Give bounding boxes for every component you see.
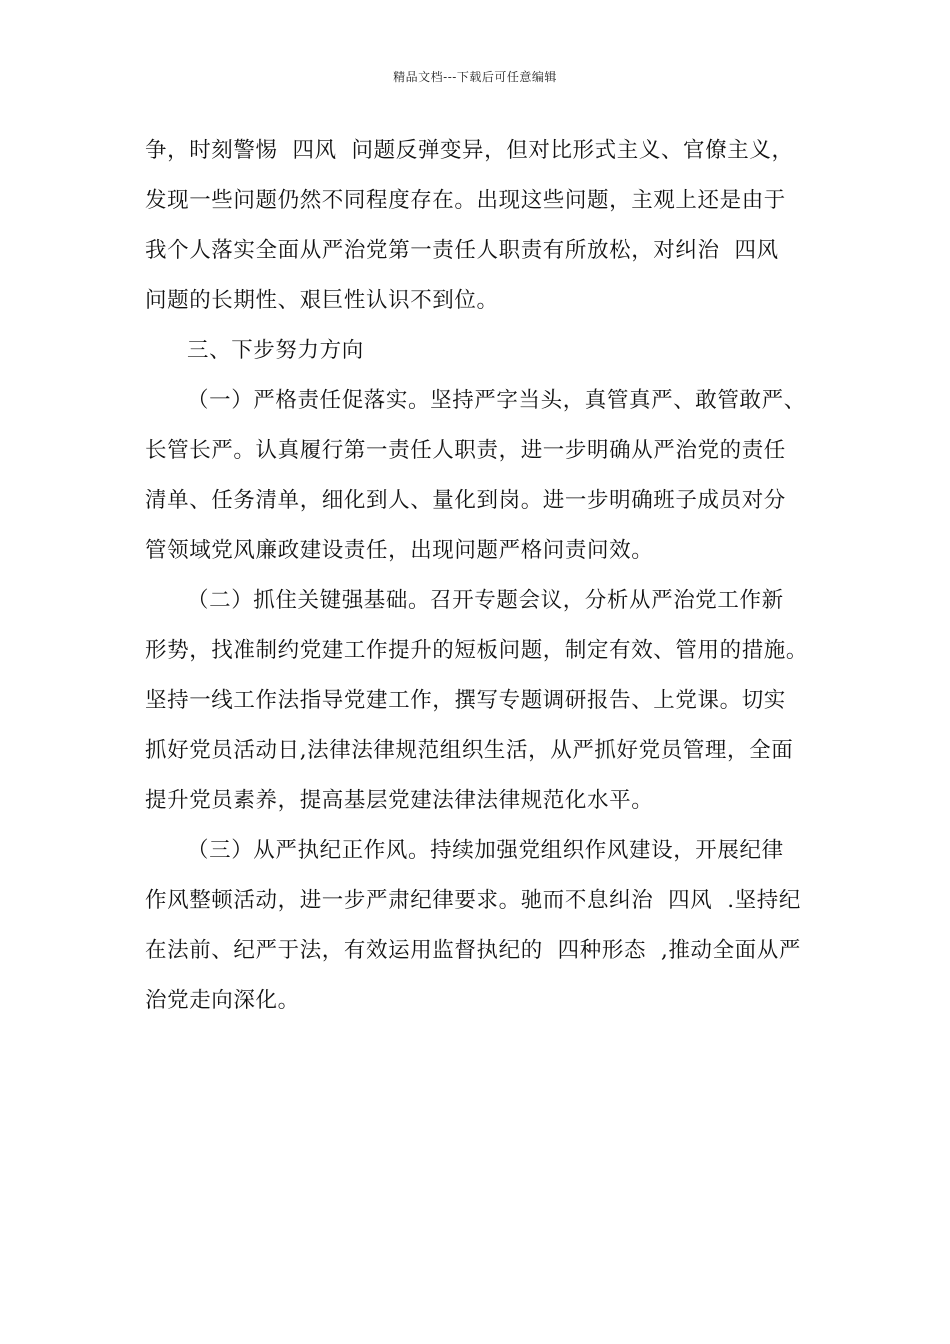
text-line: 抓好党员活动日,法律法律规范组织生活，从严抓好党员管理，全面	[145, 738, 794, 763]
text-line: 形势，找准制约党建工作提升的短板问题，制定有效、管用的措施。	[145, 638, 809, 663]
section-heading	[145, 333, 810, 383]
text-line: 我个人落实全面从严治党第一责任人职责有所放松，对纠治 四风	[145, 238, 779, 263]
paragraph-item-3	[145, 833, 810, 1033]
text-line: 治党走向深化。	[145, 988, 300, 1013]
text-line: 清单、任务清单，细化到人、量化到岗。进一步明确班子成员对分	[145, 488, 786, 513]
document-body	[145, 133, 810, 1033]
text-line: （一）严格责任促落实。坚持严字当头，真管真严、敢管敢严、	[187, 388, 806, 413]
text-line: 长管长严。认真履行第一责任人职责，进一步明确从严治党的责任	[145, 438, 786, 463]
text-line: 坚持一线工作法指导党建工作，撰写专题调研报告、上党课。切实	[145, 688, 786, 713]
heading-line: 三、下步努力方向	[187, 338, 364, 363]
text-line: 发现一些问题仍然不同程度存在。出现这些问题，主观上还是由于	[145, 188, 786, 213]
text-line: 管领域党风廉政建设责任，出现问题严格问责问效。	[145, 538, 654, 563]
text-line: 作风整顿活动，进一步严肃纪律要求。驰而不息纠治 四风 .坚持纪	[145, 888, 801, 913]
paragraph-continuation	[145, 133, 810, 333]
paragraph-item-2	[145, 583, 810, 833]
text-line: 在法前、纪严于法，有效运用监督执纪的 四种形态 ,推动全面从严	[145, 938, 801, 963]
paragraph-item-1	[145, 383, 810, 583]
text-line: 提升党员素养，提高基层党建法律法律规范化水平。	[145, 788, 654, 813]
text-line: （二）抓住关键强基础。召开专题会议，分析从严治党工作新	[187, 588, 784, 613]
page-header: 精品文档---下载后可任意编辑	[393, 70, 557, 84]
text-line: 争，时刻警惕 四风 问题反弹变异，但对比形式主义、官僚主义，	[145, 138, 794, 163]
text-line: （三）从严执纪正作风。持续加强党组织作风建设，开展纪律	[187, 838, 784, 863]
text-line: 问题的长期性、艰巨性认识不到位。	[145, 288, 499, 313]
